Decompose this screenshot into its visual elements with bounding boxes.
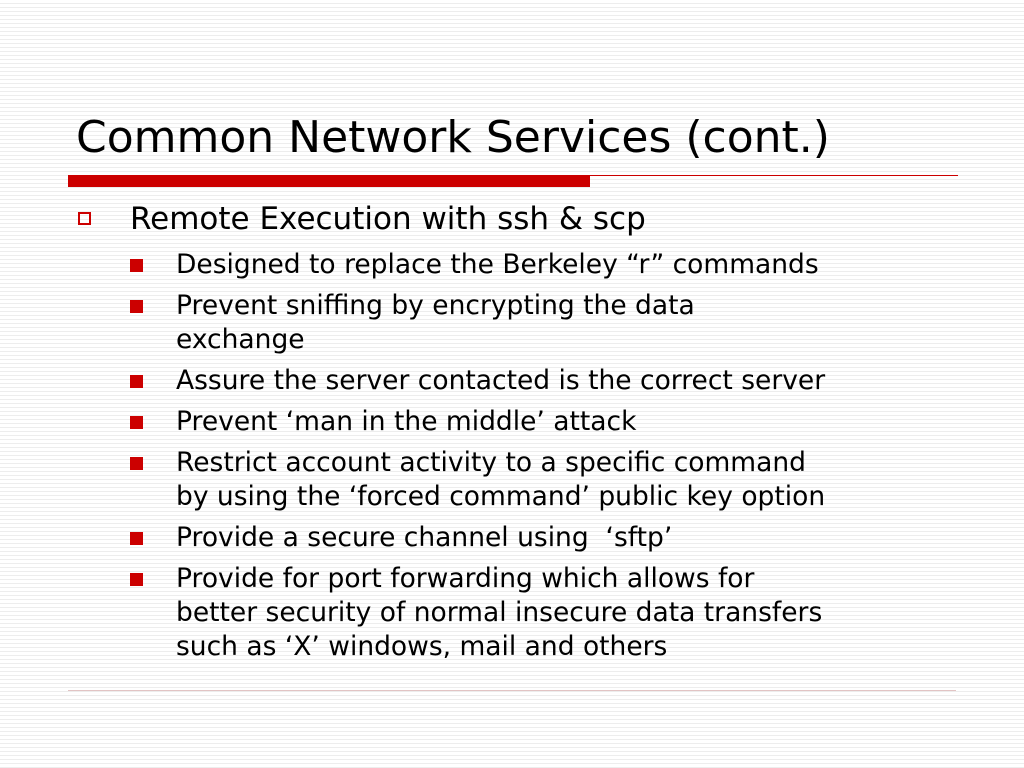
slide-title: Common Network Services (cont.)	[76, 112, 830, 163]
title-underline-thick	[68, 175, 590, 187]
sub-bullet-line: Designed to replace the Berkeley “r” commands	[176, 249, 819, 280]
title-underline-thin	[590, 175, 958, 176]
sub-bullet-line: Provide a secure channel using ‘sftp’	[176, 522, 673, 553]
sub-bullet-line: such as ‘X’ windows, mail and others	[176, 631, 668, 662]
sub-bullet-item	[128, 521, 968, 555]
sub-bullet-line: Restrict account activity to a specific command	[176, 447, 806, 478]
sub-bullet-item	[128, 248, 968, 282]
sub-bullet-line: Provide for port forwarding which allows for	[176, 563, 755, 594]
sub-bullet-item	[128, 289, 968, 357]
filled-square-bullet-icon	[130, 300, 143, 313]
sub-bullet-line: exchange	[176, 324, 305, 355]
sub-bullet-line: better security of normal insecure data transfers	[176, 597, 823, 628]
sub-bullet-item	[128, 364, 968, 398]
sub-bullet-item	[128, 405, 968, 439]
hollow-square-bullet-icon	[78, 212, 91, 225]
filled-square-bullet-icon	[130, 416, 143, 429]
sub-bullet-item	[128, 446, 968, 514]
footer-divider	[68, 690, 956, 691]
filled-square-bullet-icon	[130, 259, 143, 272]
sub-bullet-line: Prevent ‘man in the middle’ attack	[176, 406, 637, 437]
filled-square-bullet-icon	[130, 457, 143, 470]
filled-square-bullet-icon	[130, 573, 143, 586]
sub-bullet-line: Prevent sniffing by encrypting the data	[176, 290, 695, 321]
bullet-level-1-text: Remote Execution with ssh & scp	[130, 201, 646, 237]
sub-bullet-line: Assure the server contacted is the correct server	[176, 365, 826, 396]
filled-square-bullet-icon	[130, 532, 143, 545]
sub-bullet-line: by using the ‘forced command’ public key option	[176, 481, 826, 512]
sub-bullet-item	[128, 562, 968, 664]
sub-bullet-list	[128, 248, 968, 671]
filled-square-bullet-icon	[130, 375, 143, 388]
